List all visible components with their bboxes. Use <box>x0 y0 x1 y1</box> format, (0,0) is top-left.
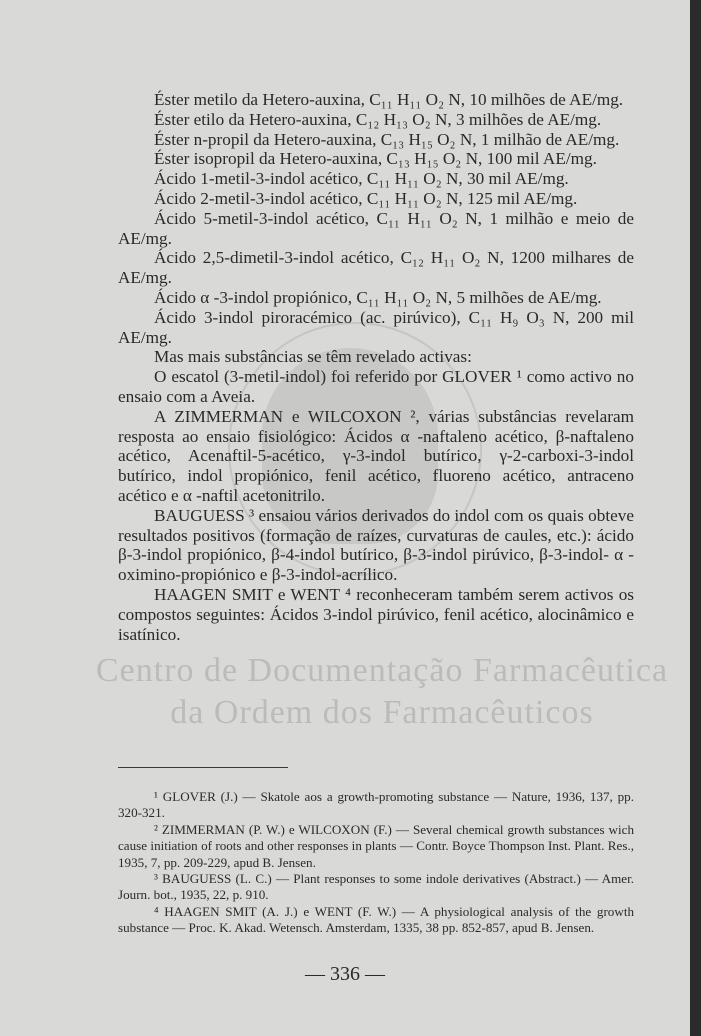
footnote-4: ⁴ HAAGEN SMIT (A. J.) e WENT (F. W.) — A physiological analysis of the growth substance — Proc. K. Akad. Wetensch. Amsterdam, 1335, 38 pp. 852-857, apud B. Jensen. <box>118 903 634 936</box>
paragraph-zimmerman: A ZIMMERMAN e WILCOXON ², várias substâncias revelaram resposta ao ensaio fisiológico: Ácidos α -naftaleno acético, β-naftaleno acético, Acenaftil-5-acético, γ-3-indol butírico, γ-2-carboxi-3-indol butírico, indol propiónico, fenil acético, fluoreno acético, antraceno acético e α -naftil acetonitrilo. <box>118 406 634 505</box>
paragraph-ester-isopropil: Éster isopropil da Hetero-auxina, C₁₃ H₁₅ O₂ N, 100 mil AE/mg. <box>154 149 597 169</box>
paragraph-escatol: O escatol (3-metil-indol) foi referido por GLOVER ¹ como activo no ensaio com a Aveia. <box>118 367 634 406</box>
footnote-3: ³ BAUGUESS (L. C.) — Plant responses to some indole derivatives (Abstract.) — Amer. Journ. bot., 1935, 22, p. 910. <box>118 871 634 903</box>
footnotes <box>118 789 634 937</box>
footnote-2: ² ZIMMERMAN (P. W.) e WILCOXON (F.) — Several chemical growth substances wich cause initiation of roots and other responses in plants — Contr. Boyce Thompson Inst. Plant. Res., 1935, 7, pp. 209-229, apud B. Jensen. <box>118 821 634 870</box>
paragraph-haagen-smit: HAAGEN SMIT e WENT ⁴ reconheceram também serem activos os compostos seguintes: Ácidos 3-indol pirúvico, fenil acético, alocinâmico e isatínico. <box>118 584 634 644</box>
paragraph-acido-1-metil: Ácido 1-metil-3-indol acético, C₁₁ H₁₁ O₂ N, 30 mil AE/mg. <box>154 169 569 189</box>
paragraph-ester-etilo: Éster etilo da Hetero-auxina, C₁₂ H₁₃ O₂ N, 3 milhões de AE/mg. <box>154 109 602 129</box>
paragraph-ester-n-propil: Éster n-propil da Hetero-auxina, C₁₃ H₁₅ O₂ N, 1 milhão de AE/mg. <box>154 129 620 149</box>
paragraph-bauguess: BAUGUESS ³ ensaiou vários derivados do indol com os quais obteve resultados positivos (formação de raízes, curvaturas de caules, etc.): ácido β-3-indol propiónico, β-4-indol butírico, β-3-indol pirúvico, β-3-indol- α -oximino-propiónico e β-3-indol-acrílico. <box>118 505 634 585</box>
paragraph-acido-5-metil: Ácido 5-metil-3-indol acético, C₁₁ H₁₁ O₂ N, 1 milhão e meio de AE/mg. <box>118 208 634 248</box>
page-number: — 336 — <box>305 963 385 985</box>
paragraph-acido-2-5-dimetil: Ácido 2,5-dimetil-3-indol acético, C₁₂ H₁₁ O₂ N, 1200 milhares de AE/mg. <box>118 248 634 288</box>
footnote-divider <box>118 767 288 768</box>
watermark-line-2: da Ordem dos Farmacêuticos <box>170 694 594 731</box>
page-edge-shadow <box>690 0 701 1036</box>
paragraph-ester-metilo: Éster metilo da Hetero-auxina, C₁₁ H₁₁ O₂ N, 10 milhões de AE/mg. <box>154 90 624 109</box>
body-text <box>118 90 634 644</box>
paragraph-mas-mais: Mas mais substâncias se têm revelado activas: <box>154 347 472 367</box>
paragraph-acido-alfa-propionico: Ácido α -3-indol propiónico, C₁₁ H₁₁ O₂ N, 5 milhões de AE/mg. <box>154 287 602 307</box>
watermark-line-1: Centro de Documentação Farmacêutica <box>95 652 669 689</box>
paragraph-acido-2-metil: Ácido 2-metil-3-indol acético, C₁₁ H₁₁ O₂ N, 125 mil AE/mg. <box>154 188 578 208</box>
paragraph-acido-piroracemico: Ácido 3-indol piroracémico (ac. pirúvico), C₁₁ H₉ O₃ N, 200 mil AE/mg. <box>118 307 634 347</box>
footnote-1: ¹ GLOVER (J.) — Skatole aos a growth-promoting substance — Nature, 1936, 137, pp. 320-321. <box>118 789 634 821</box>
